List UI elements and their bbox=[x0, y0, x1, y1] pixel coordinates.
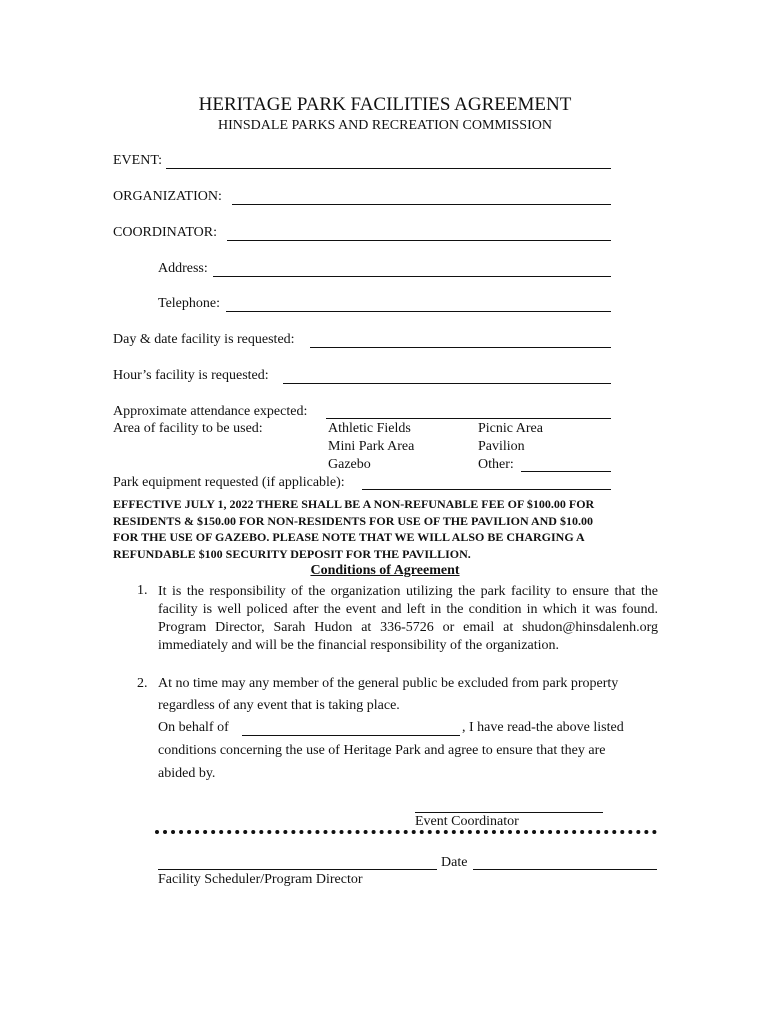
equipment-field[interactable] bbox=[362, 489, 611, 490]
area-gazebo: Gazebo bbox=[328, 457, 371, 472]
telephone-label: Telephone: bbox=[158, 296, 220, 311]
behalf-suffix: , I have read-the above listed bbox=[462, 720, 624, 735]
area-other-label: Other: bbox=[478, 457, 514, 472]
event-field[interactable] bbox=[166, 168, 611, 169]
page-title: HERITAGE PARK FACILITIES AGREEMENT bbox=[198, 94, 572, 115]
area-pavilion: Pavilion bbox=[478, 439, 525, 454]
area-label: Area of facility to be used: bbox=[113, 421, 263, 436]
condition-number-1: 1. bbox=[137, 583, 148, 598]
hours-label: Hour’s facility is requested: bbox=[113, 368, 269, 383]
day-date-field[interactable] bbox=[310, 347, 611, 348]
condition-item-2-line-1: At no time may any member of the general public be excluded from park property bbox=[158, 676, 619, 691]
behalf-organization-field[interactable] bbox=[242, 735, 460, 736]
behalf-line-3: abided by. bbox=[158, 766, 216, 781]
scheduler-signature-line[interactable] bbox=[158, 869, 437, 870]
event-coordinator-signature-line[interactable] bbox=[415, 812, 603, 813]
address-field[interactable] bbox=[213, 276, 611, 277]
area-athletic-fields: Athletic Fields bbox=[328, 421, 411, 436]
date-field[interactable] bbox=[473, 869, 657, 870]
dotted-separator bbox=[155, 830, 657, 834]
organization-field[interactable] bbox=[232, 204, 611, 205]
telephone-field[interactable] bbox=[226, 311, 611, 312]
behalf-prefix: On behalf of bbox=[158, 720, 229, 735]
page-subtitle: HINSDALE PARKS AND RECREATION COMMISSION bbox=[218, 118, 552, 133]
fee-notice-line-3: FOR THE USE OF GAZEBO. PLEASE NOTE THAT WE WILL ALSO BE CHARGING A bbox=[113, 530, 585, 544]
conditions-title: Conditions of Agreement bbox=[310, 563, 460, 578]
condition-item-1: It is the responsibility of the organization utilizing the park facility to ensure that the facility is well policed after the event and left in the condition in which it was found. Program Director, Sarah Hudon at 336-5726 or email at shudon@hinsdalenh.org immediately and will be the financial responsibility of the organization. bbox=[158, 584, 658, 653]
fee-notice-line-4: REFUNDABLE $100 SECURITY DEPOSIT FOR THE PAVILLION. bbox=[113, 547, 471, 561]
hours-field[interactable] bbox=[283, 383, 611, 384]
organization-label: ORGANIZATION: bbox=[113, 189, 222, 204]
fee-notice-line-1: EFFECTIVE JULY 1, 2022 THERE SHALL BE A NON-REFUNABLE FEE OF $100.00 FOR bbox=[113, 497, 595, 511]
day-date-label: Day & date facility is requested: bbox=[113, 332, 295, 347]
area-other-field[interactable] bbox=[521, 471, 611, 472]
condition-number-2: 2. bbox=[137, 676, 148, 691]
attendance-field[interactable] bbox=[326, 418, 611, 419]
date-label: Date bbox=[441, 855, 468, 870]
condition-item-2-line-2: regardless of any event that is taking place. bbox=[158, 698, 400, 713]
area-picnic: Picnic Area bbox=[478, 421, 543, 436]
equipment-label: Park equipment requested (if applicable): bbox=[113, 475, 345, 490]
fee-notice-line-2: RESIDENTS & $150.00 FOR NON-RESIDENTS FOR USE OF THE PAVILION AND $10.00 bbox=[113, 514, 593, 528]
event-label: EVENT: bbox=[113, 153, 163, 168]
scheduler-label: Facility Scheduler/Program Director bbox=[158, 872, 363, 887]
area-mini-park: Mini Park Area bbox=[328, 439, 415, 454]
coordinator-label: COORDINATOR: bbox=[113, 225, 217, 240]
event-coordinator-label: Event Coordinator bbox=[415, 814, 519, 829]
behalf-line-2: conditions concerning the use of Heritage Park and agree to ensure that they are bbox=[158, 743, 606, 758]
address-label: Address: bbox=[158, 261, 208, 276]
attendance-label: Approximate attendance expected: bbox=[113, 404, 308, 419]
coordinator-field[interactable] bbox=[227, 240, 611, 241]
